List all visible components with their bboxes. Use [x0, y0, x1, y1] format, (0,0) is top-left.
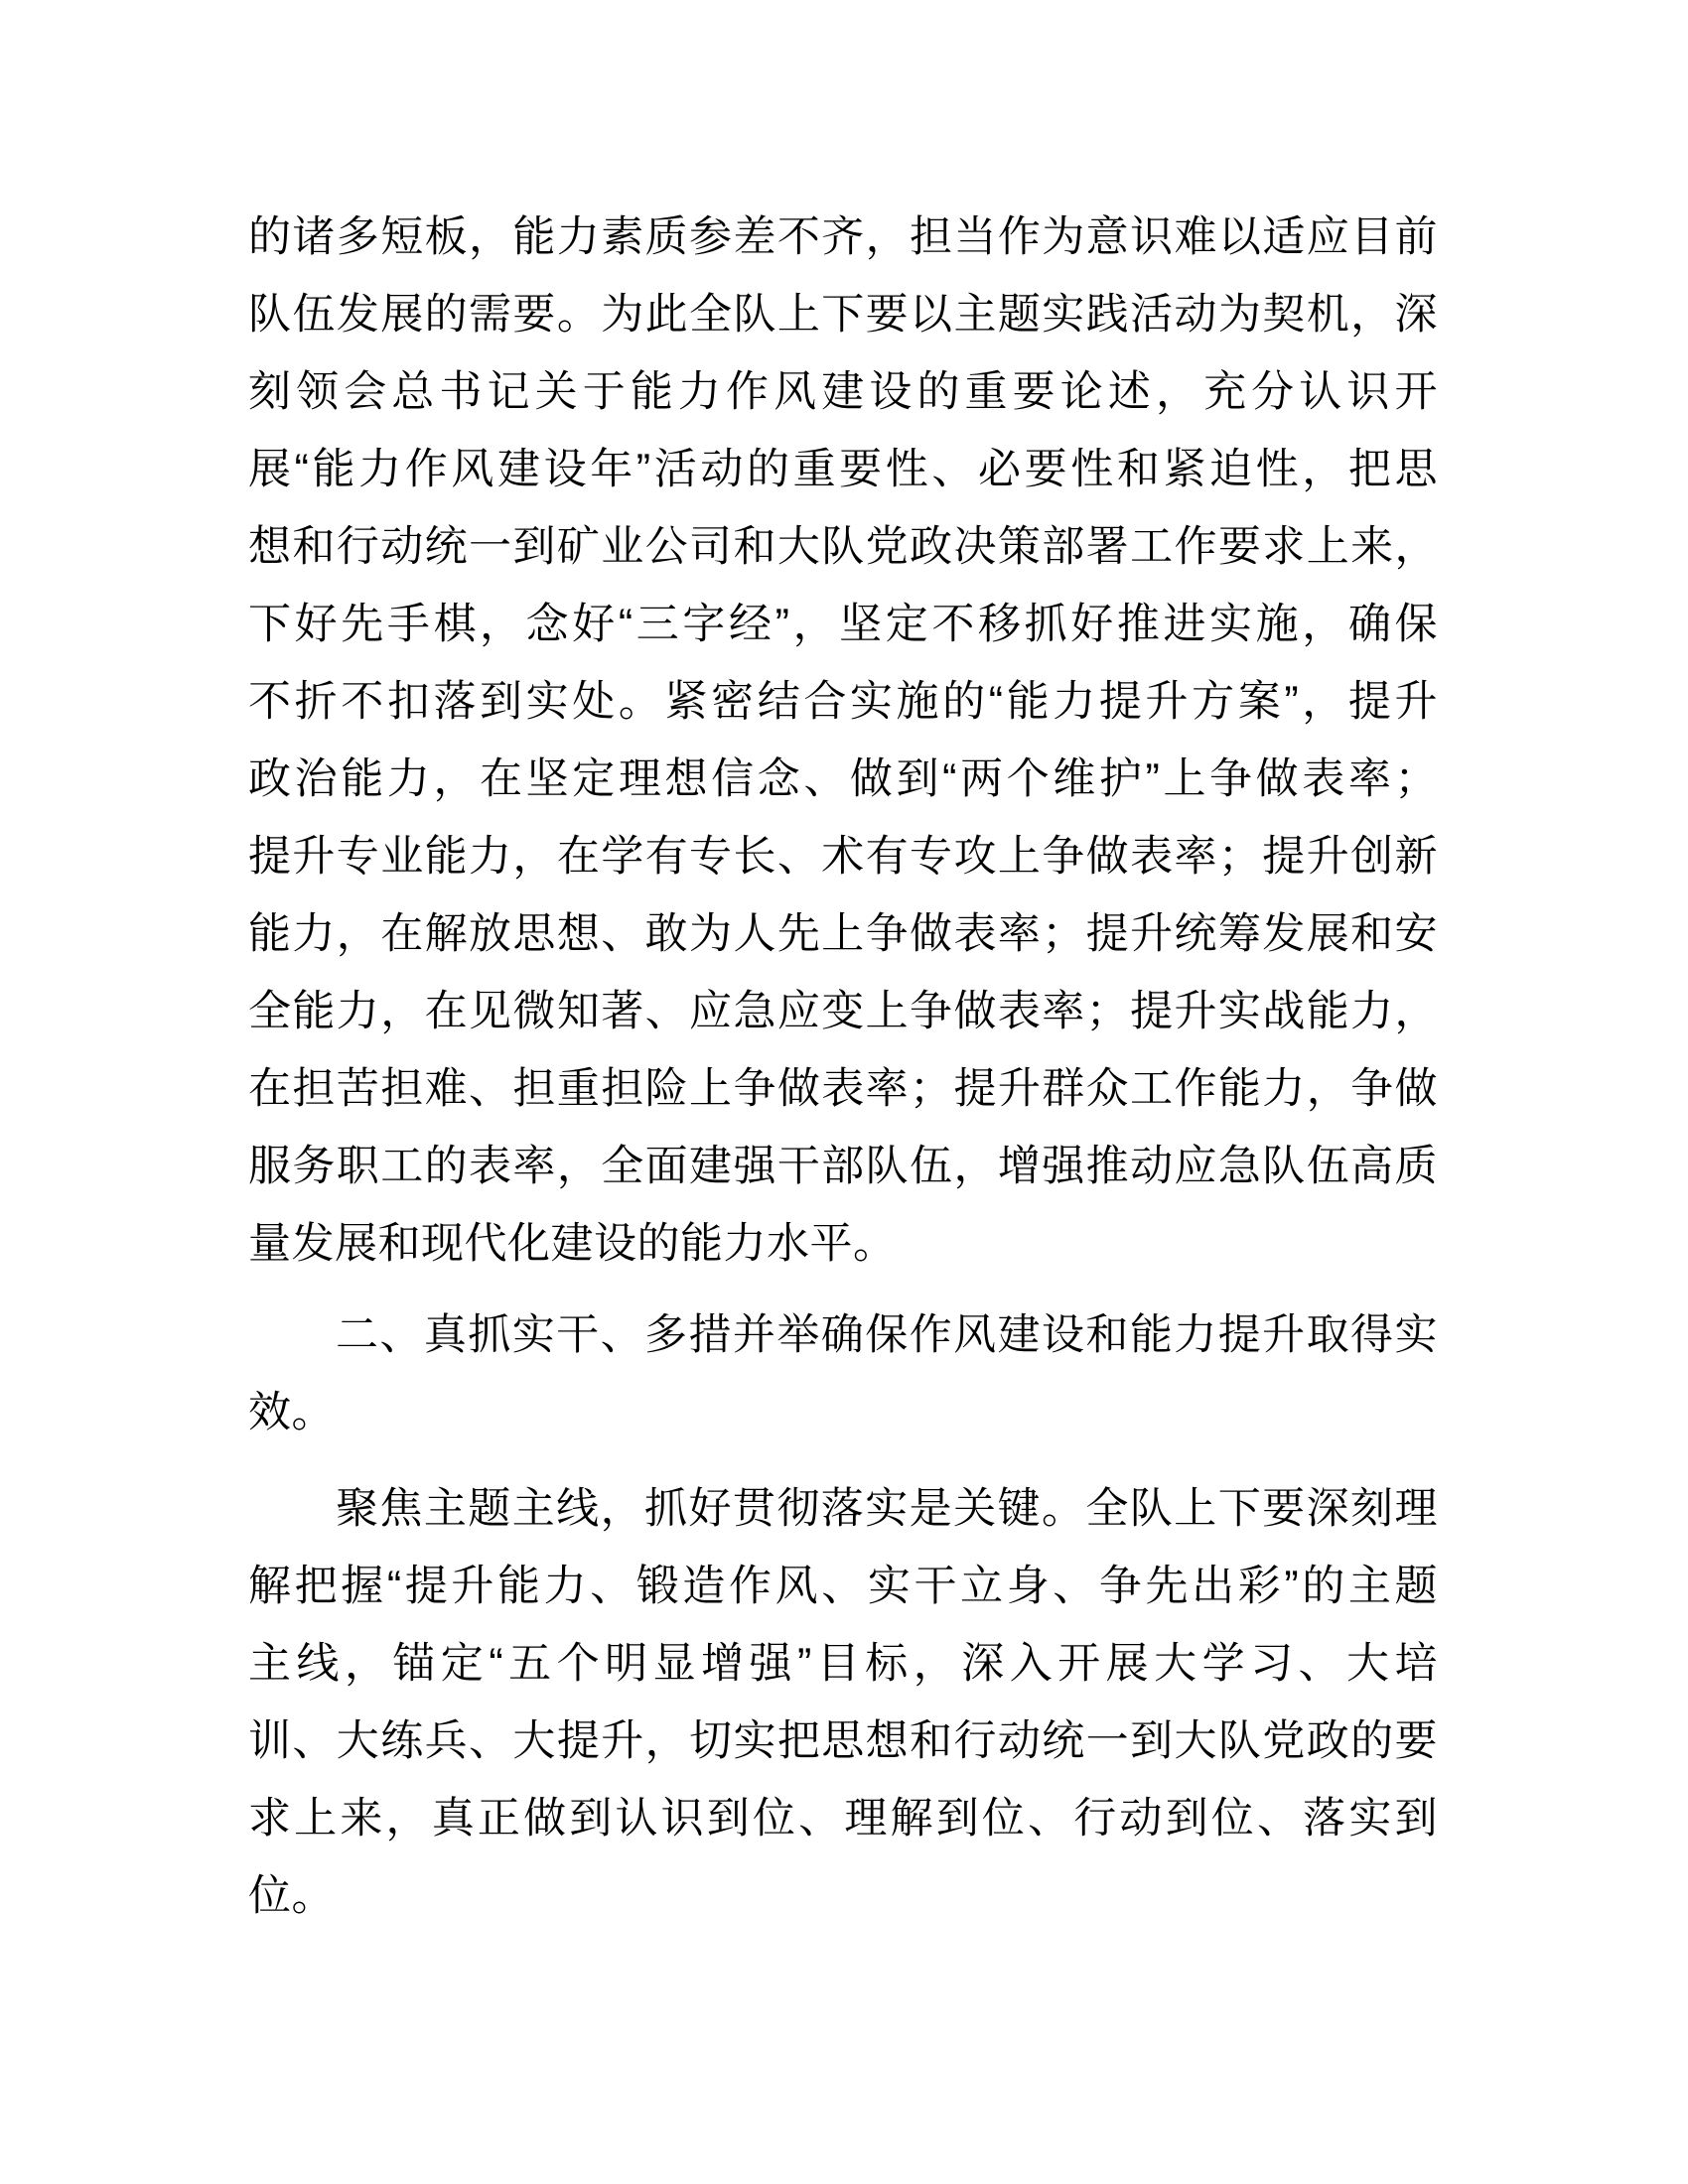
text-block — [248, 199, 1438, 1935]
document-line: 提升专业能力，在学有专长、术有专攻上争做表率；提升创新 — [248, 833, 1438, 881]
document-line: 能力，在解放思想、敢为人先上争做表率；提升统筹发展和安 — [248, 910, 1438, 958]
document-line: 服务职工的表率，全面建强干部队伍，增强推动应急队伍高质 — [248, 1143, 1438, 1190]
paragraph-body — [248, 1470, 1438, 1935]
document-line: 政治能力，在坚定理想信念、做到“两个维护”上争做表率； — [248, 755, 1438, 803]
document-line: 的诸多短板，能力素质参差不齐，担当作为意识难以适应目前 — [248, 213, 1438, 261]
document-line: 聚焦主题主线，抓好贯彻落实是关键。全队上下要深刻理 — [336, 1485, 1438, 1533]
paragraph-section-heading — [248, 1297, 1438, 1451]
paragraph-body-continuation — [248, 199, 1438, 1283]
document-line: 想和行动统一到矿业公司和大队党政决策部署工作要求上来， — [248, 523, 1438, 571]
document-line: 位。 — [248, 1872, 335, 1920]
heading-line: 二、真抓实干、多措并举确保作风建设和能力提升取得实 — [336, 1311, 1438, 1359]
document-line: 在担苦担难、担重担险上争做表率；提升群众工作能力，争做 — [248, 1065, 1438, 1113]
document-line: 主线，锚定“五个明显增强”目标，深入开展大学习、大培 — [248, 1640, 1438, 1688]
document-line: 下好先手棋，念好“三字经”，坚定不移抓好推进实施，确保 — [248, 601, 1438, 648]
document-line: 队伍发展的需要。为此全队上下要以主题实践活动为契机，深 — [248, 291, 1438, 339]
document-line: 不折不扣落到实处。紧密结合实施的“能力提升方案”，提升 — [248, 678, 1438, 726]
document-line: 训、大练兵、大提升，切实把思想和行动统一到大队党政的要 — [248, 1717, 1438, 1765]
document-line: 全能力，在见微知著、应急应变上争做表率；提升实战能力， — [248, 988, 1438, 1035]
document-line: 展“能力作风建设年”活动的重要性、必要性和紧迫性，把思 — [248, 446, 1438, 493]
document-line: 刻领会总书记关于能力作风建设的重要论述，充分认识开 — [248, 368, 1438, 416]
document-line: 解把握“提升能力、锻造作风、实干立身、争先出彩”的主题 — [248, 1563, 1438, 1610]
document-line: 求上来，真正做到认识到位、理解到位、行动到位、落实到 — [248, 1795, 1438, 1843]
heading-line: 效。 — [248, 1389, 335, 1436]
document-line: 量发展和现代化建设的能力水平。 — [248, 1220, 897, 1268]
